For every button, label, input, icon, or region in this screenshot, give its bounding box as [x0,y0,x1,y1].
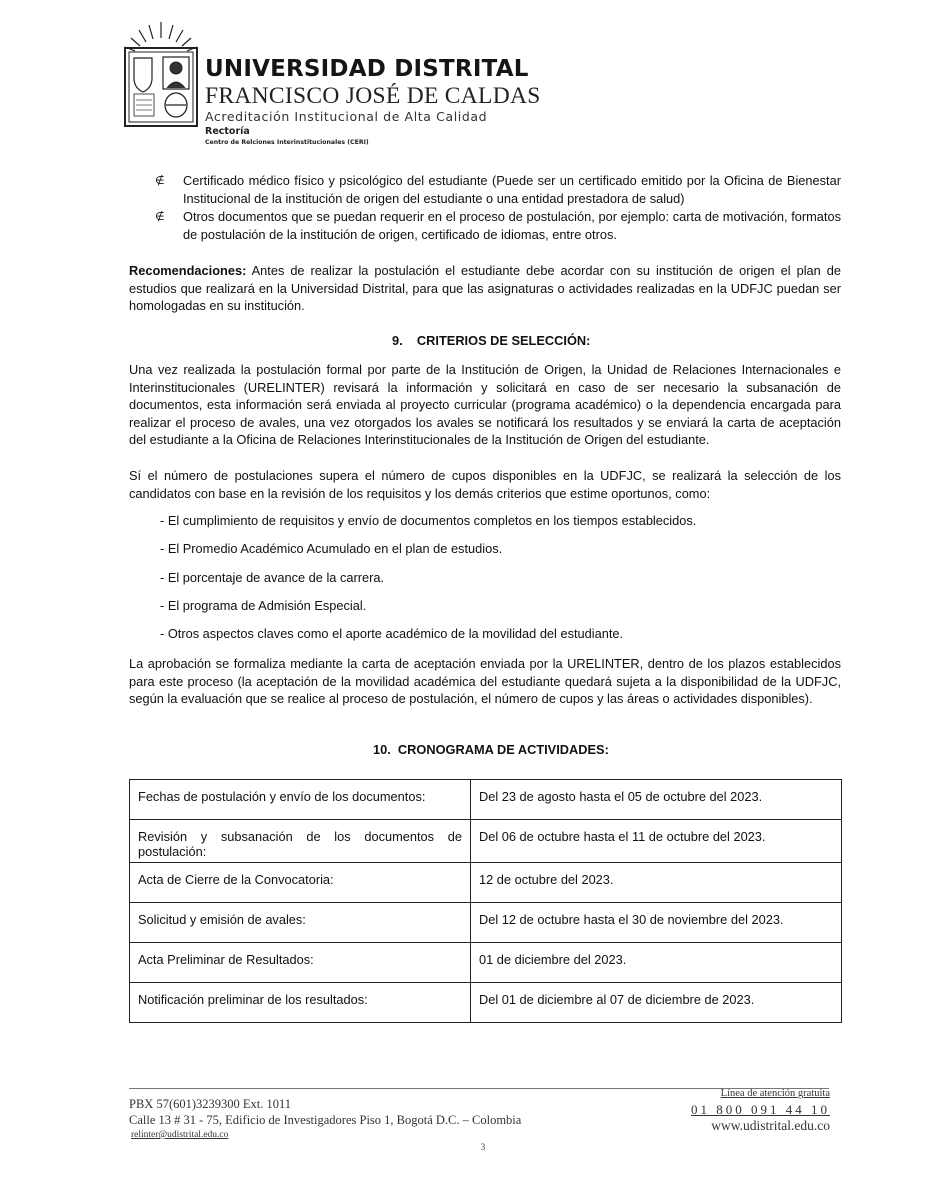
page-number: 3 [480,1142,486,1152]
recommendations-text: Antes de realizar la postulación el estudiante debe acordar con su institución de origen el plan de estudios que realizará en la Universidad Distrital, para que las asignaturas o actividades realizadas en la UDFJC puedan ser homologadas en su institución. [129,263,841,313]
date-cell: Del 06 de octubre hasta el 11 de octubre del 2023. [471,820,842,863]
bullet-icon: ∉ [155,210,165,223]
accreditation-line: Acreditación Institucional de Alta Calidad [205,109,488,124]
date-cell: Del 12 de octubre hasta el 30 de noviembre del 2023. [471,903,842,943]
table-row [130,943,842,983]
date-cell: 01 de diciembre del 2023. [471,943,842,983]
table-row [130,903,842,943]
footer-address: Calle 13 # 31 - 75, Edificio de Investigadores Piso 1, Bogotá D.C. – Colombia [129,1113,522,1127]
section-10-heading [373,742,609,757]
date-cell: 12 de octubre del 2023. [471,863,842,903]
table-row [130,780,842,820]
section-number: 9. [392,333,403,348]
bullet-item [155,208,841,243]
activity-cell: Acta de Cierre de la Convocatoria: [130,863,471,903]
table-row [130,983,842,1023]
university-seal-logo [121,20,201,130]
bullet-icon: ∉ [155,174,165,187]
section-number: 10. [373,742,391,757]
footer-phone: PBX 57(601)3239300 Ext. 1011 [129,1097,292,1111]
recommendations-label: Recomendaciones: [129,263,247,278]
date-cell: Del 23 de agosto hasta el 05 de octubre del 2023. [471,780,842,820]
activity-cell: Fechas de postulación y envío de los documentos: [130,780,471,820]
section-9-paragraph-3: La aprobación se formaliza mediante la carta de aceptación enviada por la URELINTER, dentro de los plazos establecidos para este proceso (la aceptación de la movilidad académica del estudiante quedará sujeta a la disponibilidad de la UDFJC, según la evaluación que se realice al proceso de postulación, el número de cupos y las áreas o actividades disponibles). [129,656,841,706]
university-subtitle: FRANCISCO JOSÉ DE CALDAS [205,83,541,109]
table-row [130,820,842,863]
university-name: UNIVERSIDAD DISTRITAL [205,56,529,82]
office-name: Rectoría [205,126,250,137]
recommendations-paragraph [129,262,841,315]
date-cell: Del 01 de diciembre al 07 de diciembre de 2023. [471,983,842,1023]
section-9-heading [392,333,590,348]
activity-cell: Notificación preliminar de los resultados: [130,983,471,1023]
section-9-paragraph-1: Una vez realizada la postulación formal por parte de la Institución de Origen, la Unidad de Relaciones Internacionales e Interinstitucionales (URELINTER) revisará la información y solicitará en caso de ser necesario la subsanación de documentos, esta información será enviada al proyecto curricular (programa académico) o la dependencia encargada para realizar el proceso de avales, una vez otorgados los avales se notificará los resultados y se enviará la carta de aceptación del estudiante a la Oficina de Relaciones Interinstitucionales de la Institución de Origen del estudiante. [129,362,841,447]
footer-website-link[interactable]: www.udistrital.edu.co [711,1118,830,1133]
section-9-paragraph-2: Sí el número de postulaciones supera el número de cupos disponibles en la UDFJC, se realizará la selección de los candidatos con base en la revisión de los requisitos y los demás criterios que estime oportunos, como: [129,468,841,501]
activity-cell: Revisión y subsanación de los documentos de postulación: [130,820,471,863]
section-title: CRONOGRAMA DE ACTIVIDADES: [397,742,609,757]
bullet-text: Otros documentos que se puedan requerir en el proceso de postulación, por ejemplo: carta de motivación, formatos de postulación de la institución de origen, certificado de idiomas, entre otros. [183,209,841,242]
activity-cell: Solicitud y emisión de avales: [130,903,471,943]
activity-cell: Acta Preliminar de Resultados: [130,943,471,983]
center-name: Centro de Relciones Interinstitucionales (CERI) [205,139,369,146]
footer-hotline-number: 01 800 091 44 10 [691,1102,830,1117]
footer-hotline-label: Línea de atención gratuita [720,1088,830,1099]
footer-email-link[interactable]: relinter@udistrital.edu.co [131,1130,229,1140]
section-title: CRITERIOS DE SELECCIÓN: [416,333,591,348]
schedule-table [129,779,842,1023]
table-row [130,863,842,903]
bullet-text: Certificado médico físico y psicológico del estudiante (Puede ser un certificado emitido por la Oficina de Bienestar Institucional de la institución de origen del estudiante o una entidad prestadora de salud) [183,173,841,206]
criteria-item: - El porcentaje de avance de la carrera. [160,570,385,585]
criteria-item: - Otros aspectos claves como el aporte académico de la movilidad del estudiante. [160,626,624,641]
bullet-item [155,172,841,207]
criteria-item: - El cumplimiento de requisitos y envío de documentos completos en los tiempos establecidos. [160,513,697,528]
criteria-item: - El Promedio Académico Acumulado en el plan de estudios. [160,541,503,556]
criteria-item: - El programa de Admisión Especial. [160,598,367,613]
